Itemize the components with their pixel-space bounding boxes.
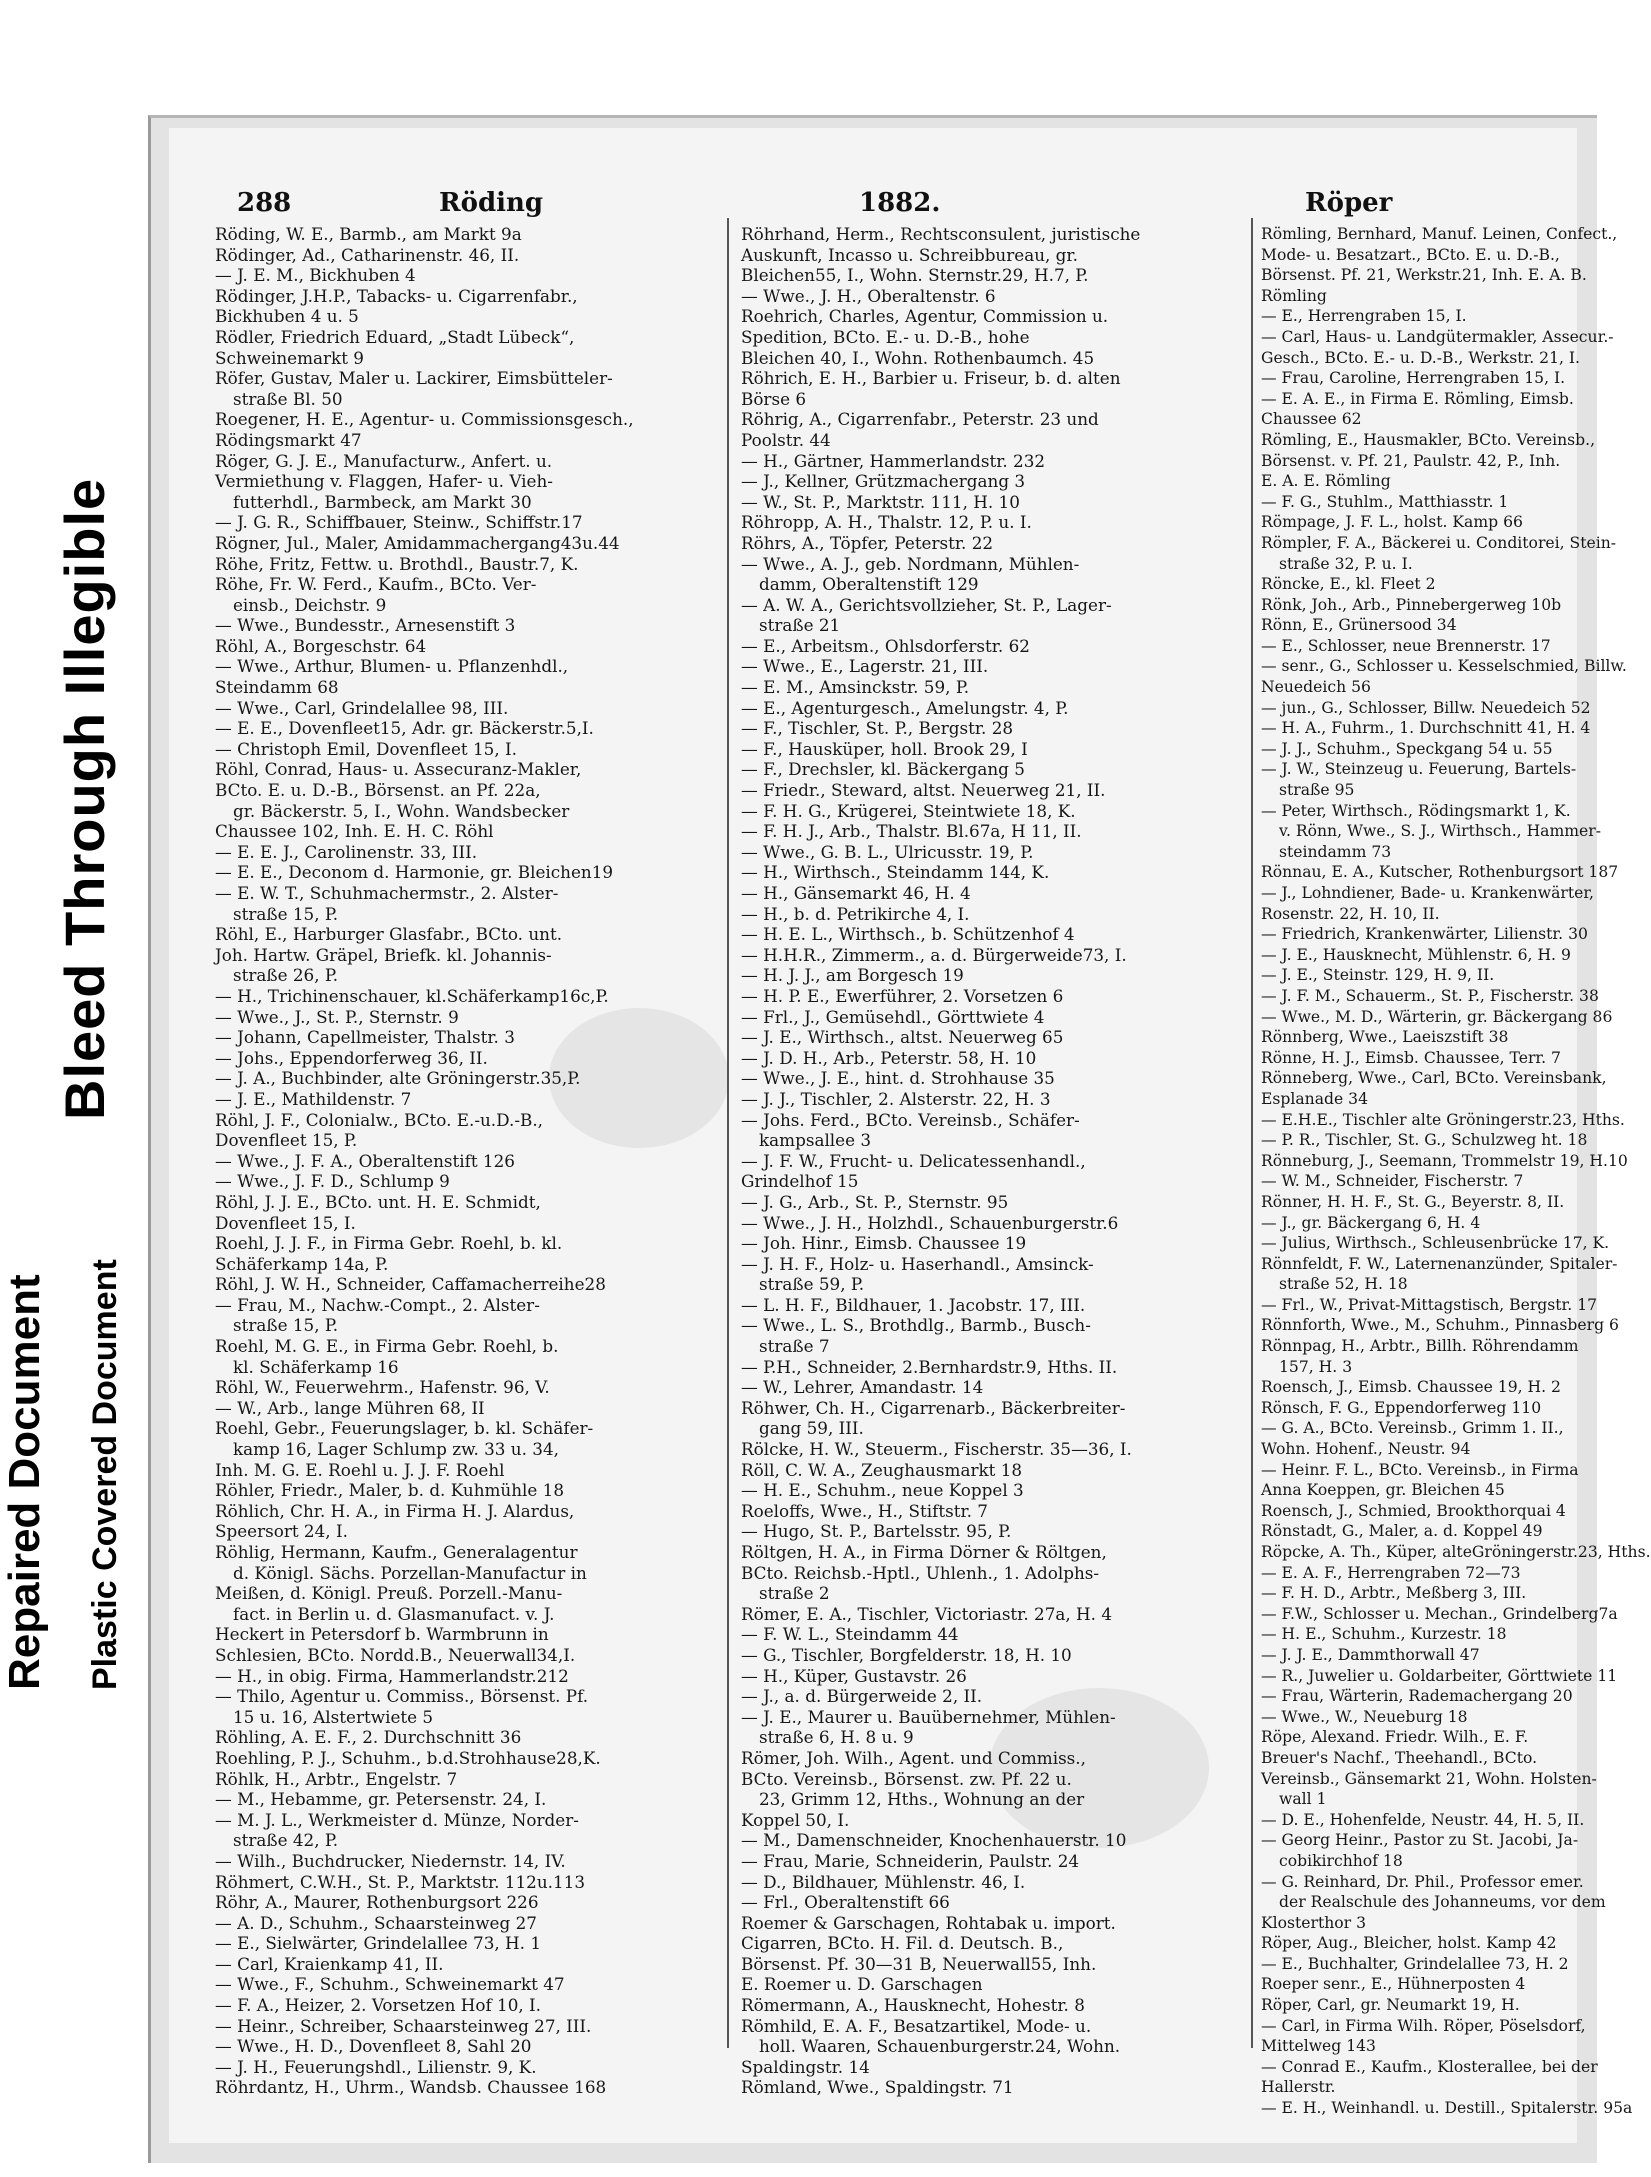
directory-entry-line: — A. D., Schuhm., Schaarsteinweg 27	[215, 1912, 537, 1933]
directory-entry-line: — W., Arb., lange Mühren 68, II	[215, 1397, 485, 1418]
directory-entry-line: — D. E., Hohenfelde, Neustr. 44, H. 5, II.	[1261, 1810, 1585, 1829]
directory-entry-line: — Frau, Caroline, Herrengraben 15, I.	[1261, 369, 1566, 388]
directory-entry-line: Rönstadt, G., Maler, a. d. Koppel 49	[1261, 1522, 1543, 1541]
directory-entry-line: — M., Damenschneider, Knochenhauerstr. 10	[741, 1830, 1127, 1851]
bleed-through-label: Bleed Through Illegible	[53, 477, 116, 1120]
directory-entry-line: — J. E., Wirthsch., altst. Neuerweg 65	[741, 1027, 1064, 1048]
directory-entry-line: Röhling, A. E. F., 2. Durchschnitt 36	[215, 1727, 522, 1748]
directory-entry-line: — Christoph Emil, Dovenfleet 15, I.	[215, 738, 517, 759]
directory-entry-line: fact. in Berlin u. d. Glasmanufact. v. J.	[233, 1603, 555, 1624]
directory-entry-line: straße 6, H. 8 u. 9	[759, 1727, 914, 1748]
directory-entry-line: — Wwe., H. D., Dovenfleet 8, Sahl 20	[215, 2036, 532, 2057]
directory-entry-line: Schweinemarkt 9	[215, 347, 364, 368]
directory-entry-line: — Wwe., J. E., hint. d. Strohhause 35	[741, 1068, 1055, 1089]
directory-entry-line: BCto. Reichsb.-Hptl., Uhlenh., 1. Adolphs-	[741, 1562, 1100, 1583]
directory-entry-line: — jun., G., Schlosser, Billw. Neuedeich 52	[1261, 698, 1591, 717]
directory-entry-line: Vereinsb., Gänsemarkt 21, Wohn. Holsten-	[1261, 1769, 1597, 1788]
directory-entry-line: Röltgen, H. A., in Firma Dörner & Röltgen,	[741, 1542, 1107, 1562]
directory-entry-line: — J. E., Mathildenstr. 7	[215, 1088, 412, 1109]
directory-entry-line: Roehling, P. J., Schuhm., b.d.Strohhause28,K.	[215, 1747, 601, 1768]
directory-entry-line: Neuedeich 56	[1261, 678, 1371, 697]
directory-entry-line: — E., Agenturgesch., Amelungstr. 4, P.	[741, 697, 1069, 718]
directory-entry-line: Koppel 50, I.	[741, 1809, 850, 1830]
directory-entry-line: Röper, Carl, gr. Neumarkt 19, H.	[1261, 1996, 1520, 2015]
directory-entry-line: Rögner, Jul., Maler, Amidammachergang43u.44	[215, 532, 620, 553]
directory-entry-line: Römling, Bernhard, Manuf. Leinen, Confect.,	[1261, 225, 1618, 243]
directory-entry-line: — Wwe., E., Lagerstr. 21, III.	[741, 656, 989, 677]
directory-entry-line: — J. E., Maurer u. Bauübernehmer, Mühlen-	[741, 1706, 1116, 1727]
directory-entry-line: — P.H., Schneider, 2.Bernhardstr.9, Hths. II.	[741, 1356, 1118, 1377]
directory-entry-line: futterhdl., Barmbeck, am Markt 30	[233, 491, 532, 512]
directory-entry-line: Schlesien, BCto. Nordd.B., Neuerwall34,I.	[215, 1644, 576, 1665]
directory-entry-line: Röhl, A., Borgeschstr. 64	[215, 635, 427, 656]
directory-entry-line: — E.H.E., Tischler alte Gröningerstr.23, Hths.	[1261, 1110, 1625, 1129]
directory-entry-line: — Frl., J., Gemüsehdl., Görttwiete 4	[741, 1006, 1045, 1027]
directory-entry-line: straße 21	[759, 615, 841, 636]
directory-entry-line: Röfer, Gustav, Maler u. Lackirer, Eimsbütteler-	[215, 368, 613, 389]
directory-entry-line: — F.W., Schlosser u. Mechan., Grindelberg7a	[1261, 1604, 1618, 1623]
directory-entry-line: — H.H.R., Zimmerm., a. d. Bürgerweide73, I.	[741, 944, 1127, 965]
directory-entry-line: Dovenfleet 15, P.	[215, 1130, 358, 1151]
directory-entry-line: Bickhuben 4 u. 5	[215, 306, 359, 327]
directory-entry-line: — E., Buchhalter, Grindelallee 73, H. 2	[1261, 1954, 1569, 1973]
directory-entry-line: Römpler, F. A., Bäckerei u. Conditorei, Stein-	[1261, 533, 1616, 552]
directory-entry-line: gang 59, III.	[759, 1418, 864, 1439]
directory-entry-line: — J. G. R., Schiffbauer, Steinw., Schiffstr.17	[215, 512, 583, 533]
directory-entry-line: — Frau, M., Nachw.-Compt., 2. Alster-	[215, 1294, 540, 1315]
directory-entry-line: — H. E., Schuhm., neue Koppel 3	[741, 1480, 1024, 1501]
directory-entry-line: — H. P. E., Ewerführer, 2. Vorsetzen 6	[741, 985, 1064, 1006]
directory-entry-line: Römland, Wwe., Spaldingstr. 71	[741, 2077, 1014, 2098]
directory-entry-line: Röhrs, A., Töpfer, Peterstr. 22	[741, 532, 994, 553]
directory-entry-line: Roehl, Gebr., Feuerungslager, b. kl. Schäfer-	[215, 1418, 594, 1439]
directory-entry-line: — R., Juwelier u. Goldarbeiter, Görttwiete 11	[1261, 1666, 1618, 1685]
directory-entry-line: Hallerstr.	[1261, 2078, 1336, 2097]
directory-entry-line: — E. E., Dovenfleet15, Adr. gr. Bäckerstr.5,I.	[215, 718, 594, 739]
directory-entry-line: — J. D. H., Arb., Peterstr. 58, H. 10	[741, 1047, 1037, 1068]
directory-entry-line: Esplanade 34	[1261, 1089, 1369, 1108]
directory-entry-line: Römhild, E. A. F., Besatzartikel, Mode- u.	[741, 2015, 1092, 2036]
directory-entry-line: Börsenst. Pf. 30—31 B, Neuerwall55, Inh.	[741, 1953, 1097, 1974]
directory-entry-line: — Conrad E., Kaufm., Klosterallee, bei der	[1261, 2057, 1598, 2076]
directory-entry-line: — Joh. Hinr., Eimsb. Chaussee 19	[741, 1233, 1027, 1254]
directory-entry-line: — E. A. F., Herrengraben 72—73	[1261, 1563, 1521, 1582]
directory-entry-line: Röding, W. E., Barmb., am Markt 9a	[215, 224, 522, 244]
directory-entry-line: Roegener, H. E., Agentur- u. Commissionsgesch.,	[215, 409, 634, 430]
directory-entry-line: — H., Wirthsch., Steindamm 144, K.	[741, 862, 1050, 883]
directory-entry-line: Rönneburg, J., Seemann, Trommelstr 19, H.10	[1261, 1151, 1628, 1170]
directory-entry-line: — H. E., Schuhm., Kurzestr. 18	[1261, 1625, 1507, 1644]
directory-entry-line: Steindamm 68	[215, 677, 339, 698]
directory-entry-line: Rönnberg, Wwe., Laeiszstift 38	[1261, 1028, 1509, 1047]
directory-entry-line: — Thilo, Agentur u. Commiss., Börsenst. Pf.	[215, 1686, 589, 1707]
directory-entry-line: Rönn, E., Grünersood 34	[1261, 616, 1457, 635]
directory-entry-line: Inh. M. G. E. Roehl u. J. J. F. Roehl	[215, 1459, 505, 1480]
directory-entry-line: — J. E., Steinstr. 129, H. 9, II.	[1261, 966, 1495, 985]
directory-entry-line: Mode- u. Besatzart., BCto. E. u. D.-B.,	[1261, 245, 1560, 264]
directory-entry-line: — Julius, Wirthsch., Schleusenbrücke 17, K.	[1261, 1234, 1610, 1253]
directory-entry-line: — E., Herrengraben 15, I.	[1261, 307, 1467, 326]
directory-entry-line: Röhropp, A. H., Thalstr. 12, P. u. I.	[741, 512, 1032, 533]
directory-entry-line: straße 59, P.	[759, 1274, 865, 1295]
directory-entry-line: — J., Kellner, Grützmachergang 3	[741, 471, 1026, 492]
directory-entry-line: Auskunft, Incasso u. Schreibbureau, gr.	[741, 244, 1078, 265]
directory-entry-line: — Wilh., Buchdrucker, Niedernstr. 14, IV.	[215, 1850, 566, 1871]
directory-entry-line: Röhl, Conrad, Haus- u. Assecuranz-Makler,	[215, 759, 582, 780]
directory-entry-line: — F. A., Heizer, 2. Vorsetzen Hof 10, I.	[215, 1995, 542, 2016]
directory-entry-line: — W., Lehrer, Amandastr. 14	[741, 1377, 984, 1398]
directory-entry-line: d. Königl. Sächs. Porzellan-Manufactur in	[233, 1562, 587, 1583]
directory-entry-line: BCto. Vereinsb., Börsenst. zw. Pf. 22 u.	[741, 1768, 1072, 1789]
directory-entry-line: — F. H. J., Arb., Thalstr. Bl.67a, H 11, II.	[741, 821, 1082, 842]
directory-entry-line: Röhlich, Chr. H. A., in Firma H. J. Alardus,	[215, 1500, 575, 1521]
directory-entry-line: Röhlk, H., Arbtr., Engelstr. 7	[215, 1768, 458, 1789]
directory-entry-line: Börsenst. v. Pf. 21, Paulstr. 42, P., Inh.	[1261, 451, 1561, 470]
directory-entry-line: Roehl, M. G. E., in Firma Gebr. Roehl, b.	[215, 1336, 559, 1357]
directory-entry-line: Römling, E., Hausmakler, BCto. Vereinsb.,	[1261, 430, 1596, 449]
directory-entry-line: Roeloffs, Wwe., H., Stiftstr. 7	[741, 1500, 988, 1521]
directory-entry-line: — M. J. L., Werkmeister d. Münze, Norder-	[215, 1809, 579, 1830]
directory-entry-line: — J., gr. Bäckergang 6, H. 4	[1261, 1213, 1481, 1232]
directory-entry-line: — Frau, Marie, Schneiderin, Paulstr. 24	[741, 1850, 1080, 1871]
directory-entry-line: — Wwe., J., St. P., Sternstr. 9	[215, 1006, 459, 1027]
header-left-keyword: Röding	[439, 188, 544, 218]
page-number: 288	[237, 188, 292, 218]
directory-entry-line: — F. H. D., Arbtr., Meßberg 3, III.	[1261, 1584, 1527, 1603]
directory-entry-line: E. Roemer u. D. Garschagen	[741, 1974, 983, 1995]
directory-entry-line: — H., b. d. Petrikirche 4, I.	[741, 903, 970, 924]
repaired-document-label: Repaired Document	[0, 1274, 49, 1690]
directory-entry-line: der Realschule des Johanneums, vor dem	[1279, 1893, 1606, 1912]
directory-entry-line: — Wwe., J. F. A., Oberaltenstift 126	[215, 1150, 515, 1171]
directory-entry-line: Röncke, E., kl. Fleet 2	[1261, 575, 1436, 594]
directory-entry-line: v. Rönn, Wwe., S. J., Wirthsch., Hammer-	[1279, 822, 1602, 841]
directory-entry-line: — J. J., Schuhm., Speckgang 54 u. 55	[1261, 739, 1553, 758]
directory-entry-line: — W. M., Schneider, Fischerstr. 7	[1261, 1172, 1524, 1191]
directory-entry-line: — E. E. J., Carolinenstr. 33, III.	[215, 841, 478, 862]
directory-entry-line: Joh. Hartw. Gräpel, Briefk. kl. Johannis-	[215, 944, 552, 965]
directory-entry-line: — Wwe., A. J., geb. Nordmann, Mühlen-	[741, 553, 1080, 574]
directory-entry-line: Roemer & Garschagen, Rohtabak u. import.	[741, 1912, 1116, 1933]
directory-entry-line: Bleichen 40, I., Wohn. Rothenbaumch. 45	[741, 347, 1095, 368]
directory-entry-line: straße 32, P. u. I.	[1279, 554, 1413, 573]
directory-entry-line: — J. E. M., Bickhuben 4	[215, 265, 416, 286]
directory-entry-line: Röpe, Alexand. Friedr. Wilh., E. F.	[1261, 1728, 1529, 1747]
directory-entry-line: Grindelhof 15	[741, 1171, 859, 1192]
directory-entry-line: Röhl, J. W. H., Schneider, Caffamacherreihe28	[215, 1274, 606, 1295]
directory-entry-line: E. A. E. Römling	[1261, 472, 1391, 491]
directory-entry-line: Römer, E. A., Tischler, Victoriastr. 27a, H. 4	[741, 1603, 1113, 1624]
directory-entry-line: Rönk, Joh., Arb., Pinnebergerweg 10b	[1261, 595, 1562, 614]
directory-entry-line: Cigarren, BCto. H. Fil. d. Deutsch. B.,	[741, 1933, 1064, 1954]
header-right-keyword: Röper	[1305, 188, 1393, 218]
directory-entry-line: Mittelweg 143	[1261, 2037, 1376, 2056]
directory-entry-line: Römling	[1261, 286, 1327, 305]
directory-entry-line: Spaldingstr. 14	[741, 2056, 870, 2077]
directory-entry-line: Roehrich, Charles, Agentur, Commission u.	[741, 306, 1109, 327]
directory-entry-line: — D., Bildhauer, Mühlenstr. 46, I.	[741, 1871, 1026, 1892]
directory-entry-line: — J. J., Tischler, 2. Alsterstr. 22, H. 3	[741, 1088, 1051, 1109]
directory-entry-line: Rönsch, F. G., Eppendorferweg 110	[1261, 1398, 1542, 1417]
directory-entry-line: Röhler, Friedr., Maler, b. d. Kuhmühle 18	[215, 1480, 565, 1501]
directory-entry-line: Röhr, A., Maurer, Rothenburgsort 226	[215, 1892, 539, 1913]
header-year: 1882.	[859, 188, 941, 218]
directory-entry-line: — Wwe., F., Schuhm., Schweinemarkt 47	[215, 1974, 565, 1995]
directory-entry-line: Roeper senr., E., Hühnerposten 4	[1261, 1975, 1526, 1994]
directory-entry-line: Börsenst. Pf. 21, Werkstr.21, Inh. E. A. B.	[1261, 266, 1587, 285]
directory-entry-line: Röhe, Fritz, Fettw. u. Brothdl., Baustr.7, K.	[215, 553, 579, 574]
directory-entry-line: — J., a. d. Bürgerweide 2, II.	[741, 1686, 983, 1707]
directory-entry-line: — E. H., Weinhandl. u. Destill., Spitalerstr. 95a	[1261, 2099, 1633, 2118]
directory-entry-line: damm, Oberaltenstift 129	[759, 574, 979, 595]
directory-entry-line: Röhl, J. F., Colonialw., BCto. E.-u.D.-B.,	[215, 1109, 544, 1130]
plastic-covered-label: Plastic Covered Document	[86, 1259, 124, 1690]
directory-entry-line: Rönner, H. H. F., St. G., Beyerstr. 8, II.	[1261, 1192, 1565, 1211]
directory-entry-line: — Wwe., W., Neueburg 18	[1261, 1707, 1468, 1726]
directory-entry-line: — F. H. G., Krügerei, Steintwiete 18, K.	[741, 800, 1076, 821]
directory-entry-line: — F., Tischler, St. P., Bergstr. 28	[741, 718, 1014, 739]
directory-entry-line: — Heinr., Schreiber, Schaarsteinweg 27, III.	[215, 2015, 592, 2036]
directory-entry-line: — F., Hausküper, holl. Brook 29, I	[741, 738, 1028, 759]
directory-entry-line: — Wwe., M. D., Wärterin, gr. Bäckergang 86	[1261, 1007, 1613, 1026]
directory-entry-line: Chaussee 62	[1261, 410, 1362, 429]
directory-entry-line: Röper, Aug., Bleicher, holst. Kamp 42	[1261, 1934, 1557, 1953]
directory-entry-line: — H., Küper, Gustavstr. 26	[741, 1665, 967, 1686]
directory-entry-line: Römer, Joh. Wilh., Agent. und Commiss.,	[741, 1747, 1086, 1768]
directory-entry-line: Rönneberg, Wwe., Carl, BCto. Vereinsbank,	[1261, 1069, 1607, 1088]
directory-entry-line: Klosterthor 3	[1261, 1913, 1367, 1932]
directory-entry-line: Heckert in Petersdorf b. Warmbrunn in	[215, 1624, 549, 1645]
directory-entry-line: — Frl., Oberaltenstift 66	[741, 1892, 950, 1913]
directory-entry-line: straße 42, P.	[233, 1830, 339, 1851]
directory-entry-line: gr. Bäckerstr. 5, I., Wohn. Wandsbecker	[233, 800, 570, 821]
page-header	[169, 188, 1577, 228]
directory-entry-line: Röhrhand, Herm., Rechtsconsulent, juristische	[741, 224, 1141, 244]
directory-entry-line: — E. E., Deconom d. Harmonie, gr. Bleichen19	[215, 862, 614, 883]
directory-entry-line: Rödinger, Ad., Catharinenstr. 46, II.	[215, 244, 520, 265]
directory-entry-line: — E., Schlosser, neue Brennerstr. 17	[1261, 636, 1551, 655]
directory-entry-line: — Friedrich, Krankenwärter, Lilienstr. 30	[1261, 925, 1588, 944]
directory-entry-line: Röhl, E., Harburger Glasfabr., BCto. unt.	[215, 924, 563, 945]
directory-entry-line: kl. Schäferkamp 16	[233, 1356, 399, 1377]
directory-entry-line: Röhlig, Hermann, Kaufm., Generalagentur	[215, 1542, 578, 1562]
directory-entry-line: kampsallee 3	[759, 1130, 872, 1151]
directory-entry-line: — Friedr., Steward, altst. Neuerweg 21, II.	[741, 780, 1106, 801]
directory-entry-line: — Wwe., L. S., Brothdlg., Barmb., Busch-	[741, 1315, 1091, 1336]
directory-entry-line: Schäferkamp 14a, P.	[215, 1253, 389, 1274]
directory-entry-line: — H. A., Fuhrm., 1. Durchschnitt 41, H. 4	[1261, 719, 1591, 738]
directory-entry-line: — Frl., W., Privat-Mittagstisch, Bergstr. 17	[1261, 1295, 1598, 1314]
directory-entry-line: straße 26, P.	[233, 965, 339, 986]
directory-entry-line: — Carl, Haus- u. Landgütermakler, Assecur.-	[1261, 327, 1614, 346]
directory-entry-line: — H., Gärtner, Hammerlandstr. 232	[741, 450, 1046, 471]
directory-entry-line: — Wwe., J. F. D., Schlump 9	[215, 1171, 450, 1192]
directory-entry-line: Römpage, J. F. L., holst. Kamp 66	[1261, 513, 1523, 532]
directory-entry-line: Röpcke, A. Th., Küper, alteGröningerstr.23, Hths.	[1261, 1543, 1651, 1561]
directory-entry-line: — J. H. F., Holz- u. Haserhandl., Amsinck-	[741, 1253, 1094, 1274]
directory-entry-line: — J. W., Steinzeug u. Feuerung, Bartels-	[1261, 760, 1577, 779]
directory-entry-line: Anna Koeppen, gr. Bleichen 45	[1261, 1481, 1505, 1500]
directory-entry-line: — Frau, Wärterin, Rademachergang 20	[1261, 1687, 1573, 1706]
directory-entry-line: — A. W. A., Gerichtsvollzieher, St. P., Lager-	[741, 594, 1112, 615]
directory-entry-line: Röhl, J. J. E., BCto. unt. H. E. Schmidt,	[215, 1191, 541, 1212]
directory-entry-line: Rosenstr. 22, H. 10, II.	[1261, 904, 1440, 923]
directory-entry-line: 23, Grimm 12, Hths., Wohnung an der	[759, 1789, 1085, 1810]
directory-entry-line: — Wwe., G. B. L., Ulricusstr. 19, P.	[741, 841, 1034, 862]
directory-entry-line: Rönnfeldt, F. W., Laternenanzünder, Spitaler-	[1261, 1254, 1618, 1273]
directory-entry-line: — F., Drechsler, kl. Bäckergang 5	[741, 759, 1025, 780]
directory-entry-line: cobikirchhof 18	[1279, 1851, 1403, 1870]
directory-entry-line: — Wwe., Arthur, Blumen- u. Pflanzenhdl.,	[215, 656, 569, 677]
column-divider	[1251, 218, 1253, 2048]
directory-entry-line: — senr., G., Schlosser u. Kesselschmied, Billw.	[1261, 657, 1627, 676]
directory-entry-line: Röhwer, Ch. H., Cigarrenarb., Bäckerbreiter-	[741, 1397, 1126, 1418]
directory-entry-line: Rödingsmarkt 47	[215, 429, 362, 450]
directory-entry-line: steindamm 73	[1279, 842, 1392, 861]
directory-entry-line: Gesch., BCto. E.- u. D.-B., Werkstr. 21, I.	[1261, 348, 1581, 367]
directory-entry-line: — Wwe., Bundesstr., Arnesenstift 3	[215, 615, 516, 636]
directory-entry-line: — Georg Heinr., Pastor zu St. Jacobi, Ja-	[1261, 1831, 1579, 1850]
directory-entry-line: Röhl, W., Feuerwehrm., Hafenstr. 96, V.	[215, 1377, 550, 1398]
scanned-page	[148, 115, 1651, 2163]
directory-entry-line: — P. R., Tischler, St. G., Schulzweg ht. 18	[1261, 1131, 1588, 1150]
directory-entry-line: Roensch, J., Eimsb. Chaussee 19, H. 2	[1261, 1378, 1561, 1397]
directory-entry-line: Roehl, J. J. F., in Firma Gebr. Roehl, b. kl.	[215, 1233, 563, 1254]
directory-entry-line: 15 u. 16, Alstertwiete 5	[233, 1706, 434, 1727]
directory-entry-line: — H. J. J., am Borgesch 19	[741, 965, 964, 986]
directory-entry-line: Wohn. Hohenf., Neustr. 94	[1261, 1440, 1471, 1459]
directory-entry-line: Börse 6	[741, 388, 807, 409]
column-divider	[727, 218, 729, 2048]
directory-column-3	[1261, 224, 1651, 2119]
directory-entry-line: — H., in obig. Firma, Hammerlandstr.212	[215, 1665, 569, 1686]
directory-entry-line: Röger, G. J. E., Manufacturw., Anfert. u.	[215, 450, 553, 471]
directory-entry-line: 157, H. 3	[1279, 1357, 1353, 1376]
directory-entry-line: Rönne, H. J., Eimsb. Chaussee, Terr. 7	[1261, 1048, 1561, 1067]
directory-entry-line: Roensch, J., Schmied, Brookthorquai 4	[1261, 1501, 1566, 1520]
directory-entry-line: straße 7	[759, 1336, 830, 1357]
directory-entry-line: straße Bl. 50	[233, 388, 343, 409]
directory-entry-line: Röhrdantz, H., Uhrm., Wandsb. Chaussee 168	[215, 2077, 607, 2098]
directory-entry-line: — H., Trichinenschauer, kl.Schäferkamp16c,P.	[215, 985, 609, 1006]
directory-entry-line: — J. J. E., Dammthorwall 47	[1261, 1645, 1480, 1664]
directory-entry-line: — G., Tischler, Borgfelderstr. 18, H. 10	[741, 1644, 1072, 1665]
directory-entry-line: — Carl, Kraienkamp 41, II.	[215, 1953, 444, 1974]
directory-entry-line: — G. Reinhard, Dr. Phil., Professor emer.	[1261, 1872, 1584, 1891]
directory-entry-line: — F. W. L., Steindamm 44	[741, 1624, 959, 1645]
directory-entry-line: — Wwe., J. H., Oberaltenstr. 6	[741, 285, 996, 306]
directory-entry-line: straße 15, P.	[233, 903, 339, 924]
directory-entry-line: BCto. E. u. D.-B., Börsenst. an Pf. 22a,	[215, 780, 541, 801]
directory-entry-line: — J. F. W., Frucht- u. Delicatessenhandl.,	[741, 1150, 1086, 1171]
directory-column-2	[741, 224, 1241, 2098]
directory-entry-line: Rölcke, H. W., Steuerm., Fischerstr. 35—36, I.	[741, 1439, 1132, 1460]
directory-entry-line: — Johs., Eppendorferweg 36, II.	[215, 1047, 488, 1068]
directory-entry-line: — H. E. L., Wirthsch., b. Schützenhof 4	[741, 924, 1075, 945]
directory-entry-line: — H., Gänsemarkt 46, H. 4	[741, 883, 971, 903]
directory-entry-line: einsb., Deichstr. 9	[233, 594, 387, 615]
directory-entry-line: — E. M., Amsinckstr. 59, P.	[741, 677, 970, 698]
directory-entry-line: — J. H., Feuerungshdl., Lilienstr. 9, K.	[215, 2056, 537, 2077]
directory-entry-line: — J. G., Arb., St. P., Sternstr. 95	[741, 1191, 1009, 1212]
directory-entry-line: — G. A., BCto. Vereinsb., Grimm 1. II.,	[1261, 1419, 1564, 1438]
directory-entry-line: Röhmert, C.W.H., St. P., Marktstr. 112u.113	[215, 1871, 586, 1892]
directory-entry-line: Bleichen55, I., Wohn. Sternstr.29, H.7, P.	[741, 265, 1089, 286]
directory-entry-line: — L. H. F., Bildhauer, 1. Jacobstr. 17, III.	[741, 1294, 1086, 1315]
directory-entry-line: Dovenfleet 15, I.	[215, 1212, 356, 1233]
directory-entry-line: Chaussee 102, Inh. E. H. C. Röhl	[215, 821, 494, 842]
directory-entry-line: — W., St. P., Marktstr. 111, H. 10	[741, 491, 1020, 512]
directory-entry-line: Rödler, Friedrich Eduard, „Stadt Lübeck“,	[215, 326, 575, 347]
directory-entry-line: Speersort 24, I.	[215, 1521, 348, 1542]
directory-entry-line: Röhe, Fr. W. Ferd., Kaufm., BCto. Ver-	[215, 574, 537, 595]
directory-entry-line: — Johs. Ferd., BCto. Vereinsb., Schäfer-	[741, 1109, 1080, 1130]
directory-entry-line: Röll, C. W. A., Zeughausmarkt 18	[741, 1459, 1023, 1480]
directory-entry-line: — M., Hebamme, gr. Petersenstr. 24, I.	[215, 1789, 547, 1810]
directory-entry-line: — E. W. T., Schuhmachermstr., 2. Alster-	[215, 883, 559, 903]
directory-entry-line: straße 2	[759, 1583, 830, 1604]
directory-entry-line: — E. A. E., in Firma E. Römling, Eimsb.	[1261, 389, 1574, 408]
directory-entry-line: Röhrich, E. H., Barbier u. Friseur, b. d. alten	[741, 368, 1121, 389]
directory-entry-line: Rönnforth, Wwe., M., Schuhm., Pinnasberg 6	[1261, 1316, 1619, 1335]
directory-entry-line: — J. A., Buchbinder, alte Gröningerstr.35,P.	[215, 1068, 581, 1089]
directory-entry-line: Meißen, d. Königl. Preuß. Porzell.-Manu-	[215, 1583, 563, 1604]
directory-entry-line: Rödinger, J.H.P., Tabacks- u. Cigarrenfabr.,	[215, 285, 578, 306]
directory-entry-line: holl. Waaren, Schauenburgerstr.24, Wohn.	[759, 2036, 1121, 2057]
directory-entry-line: Römermann, A., Hausknecht, Hohestr. 8	[741, 1995, 1085, 2016]
directory-entry-line: — E., Sielwärter, Grindelallee 73, H. 1	[215, 1933, 542, 1954]
annotation-sidebar	[0, 0, 150, 2177]
directory-entry-line: — Hugo, St. P., Bartelsstr. 95, P.	[741, 1521, 1012, 1542]
directory-entry-line: Röhrig, A., Cigarrenfabr., Peterstr. 23 und	[741, 409, 1099, 430]
directory-entry-line: — Peter, Wirthsch., Rödingsmarkt 1, K.	[1261, 801, 1571, 820]
directory-entry-line: kamp 16, Lager Schlump zw. 33 u. 34,	[233, 1439, 559, 1460]
directory-column-1	[215, 224, 715, 2098]
directory-entry-line: — Wwe., J. H., Holzhdl., Schauenburgerstr.6	[741, 1212, 1119, 1233]
directory-entry-line: straße 95	[1279, 781, 1355, 800]
directory-entry-line: — J. E., Hausknecht, Mühlenstr. 6, H. 9	[1261, 945, 1571, 964]
directory-entry-line: Rönnau, E. A., Kutscher, Rothenburgsort 187	[1261, 863, 1619, 882]
directory-entry-line: Vermiethung v. Flaggen, Hafer- u. Vieh-	[215, 471, 553, 492]
directory-entry-line: straße 15, P.	[233, 1315, 339, 1336]
directory-entry-line: Breuer's Nachf., Theehandl., BCto.	[1261, 1748, 1538, 1767]
page-area	[169, 128, 1651, 2143]
directory-entry-line: Spedition, BCto. E.- u. D.-B., hohe	[741, 326, 1030, 347]
directory-entry-line: straße 52, H. 18	[1279, 1275, 1408, 1294]
directory-entry-line: — F. G., Stuhlm., Matthiasstr. 1	[1261, 492, 1509, 511]
directory-entry-line: — Carl, in Firma Wilh. Röper, Pöselsdorf,	[1261, 2016, 1586, 2035]
directory-entry-line: wall 1	[1279, 1790, 1327, 1809]
directory-entry-line: — Wwe., Carl, Grindelallee 98, III.	[215, 697, 509, 718]
directory-entry-line: — E., Arbeitsm., Ohlsdorferstr. 62	[741, 635, 1030, 656]
directory-entry-line: — Johann, Capellmeister, Thalstr. 3	[215, 1027, 515, 1048]
directory-entry-line: Rönnpag, H., Arbtr., Billh. Röhrendamm	[1261, 1337, 1579, 1356]
directory-entry-line: — J. F. M., Schauerm., St. P., Fischerstr. 38	[1261, 986, 1599, 1005]
directory-entry-line: — J., Lohndiener, Bade- u. Krankenwärter,	[1261, 884, 1595, 902]
directory-entry-line: Poolstr. 44	[741, 429, 831, 450]
directory-entry-line: — Heinr. F. L., BCto. Vereinsb., in Firma	[1261, 1460, 1579, 1479]
